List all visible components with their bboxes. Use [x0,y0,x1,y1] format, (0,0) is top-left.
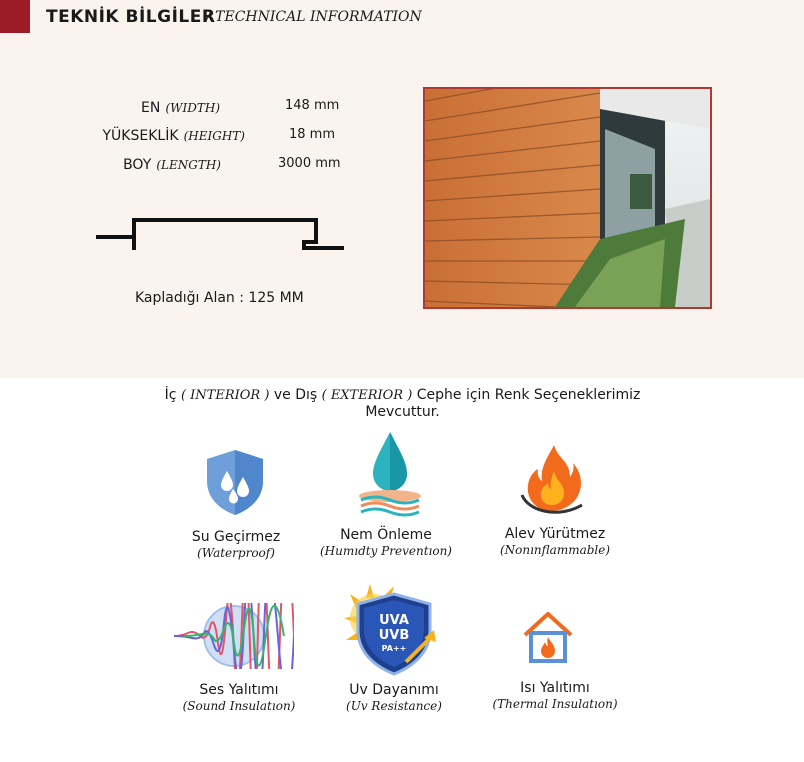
house-heat-icon [522,611,574,663]
color-options-intro: İç ( INTERIOR ) ve Dış ( EXTERIOR ) Cephe için Renk Seçeneklerimiz Mevcuttur. [164,387,641,420]
water-drop-shield-icon [203,447,267,517]
section-subtitle: / TECHNICAL INFORMATION [206,9,422,25]
feature-thermal-insulation: Isı Yalıtımı (Thermal Insulatıon) [492,680,618,711]
accent-block [0,0,30,33]
spec-value-height: 18 mm [289,127,336,142]
sound-wave-icon [174,603,294,669]
uv-shield-icon [340,584,440,680]
flame-icon [518,441,590,517]
feature-waterproof: Su Geçirmez (Waterproof) [191,529,281,560]
spec-value-length: 3000 mm [278,156,341,171]
spec-label-height: YÜKSEKLİK (HEIGHT) [102,128,245,144]
uv-badge-line1: UVA [379,613,409,628]
feature-noninflammable: Alev Yürütmez (Nonınflammable) [499,526,611,557]
uv-badge-line3: PA++ [381,644,407,653]
feature-humidity-prevention: Nem Önleme (Humıdty Preventıon) [319,527,452,558]
spec-label-width: EN (WIDTH) [141,100,220,116]
feature-uv-resistance: Uv Dayanımı (Uv Resistance) [346,682,442,713]
feature-sound-insulation: Ses Yalıtımı (Sound Insulatıon) [182,682,296,713]
section-title: TEKNİK BİLGİLER [46,7,216,27]
facade-photo [423,87,712,309]
uv-badge-line2: UVB [378,628,410,643]
panel-profile-drawing [94,210,346,254]
humidity-drop-icon [355,430,425,518]
spec-label-length: BOY (LENGTH) [123,157,221,173]
coverage-text: Kapladığı Alan : 125 MM [135,290,304,306]
spec-value-width: 148 mm [285,98,340,113]
